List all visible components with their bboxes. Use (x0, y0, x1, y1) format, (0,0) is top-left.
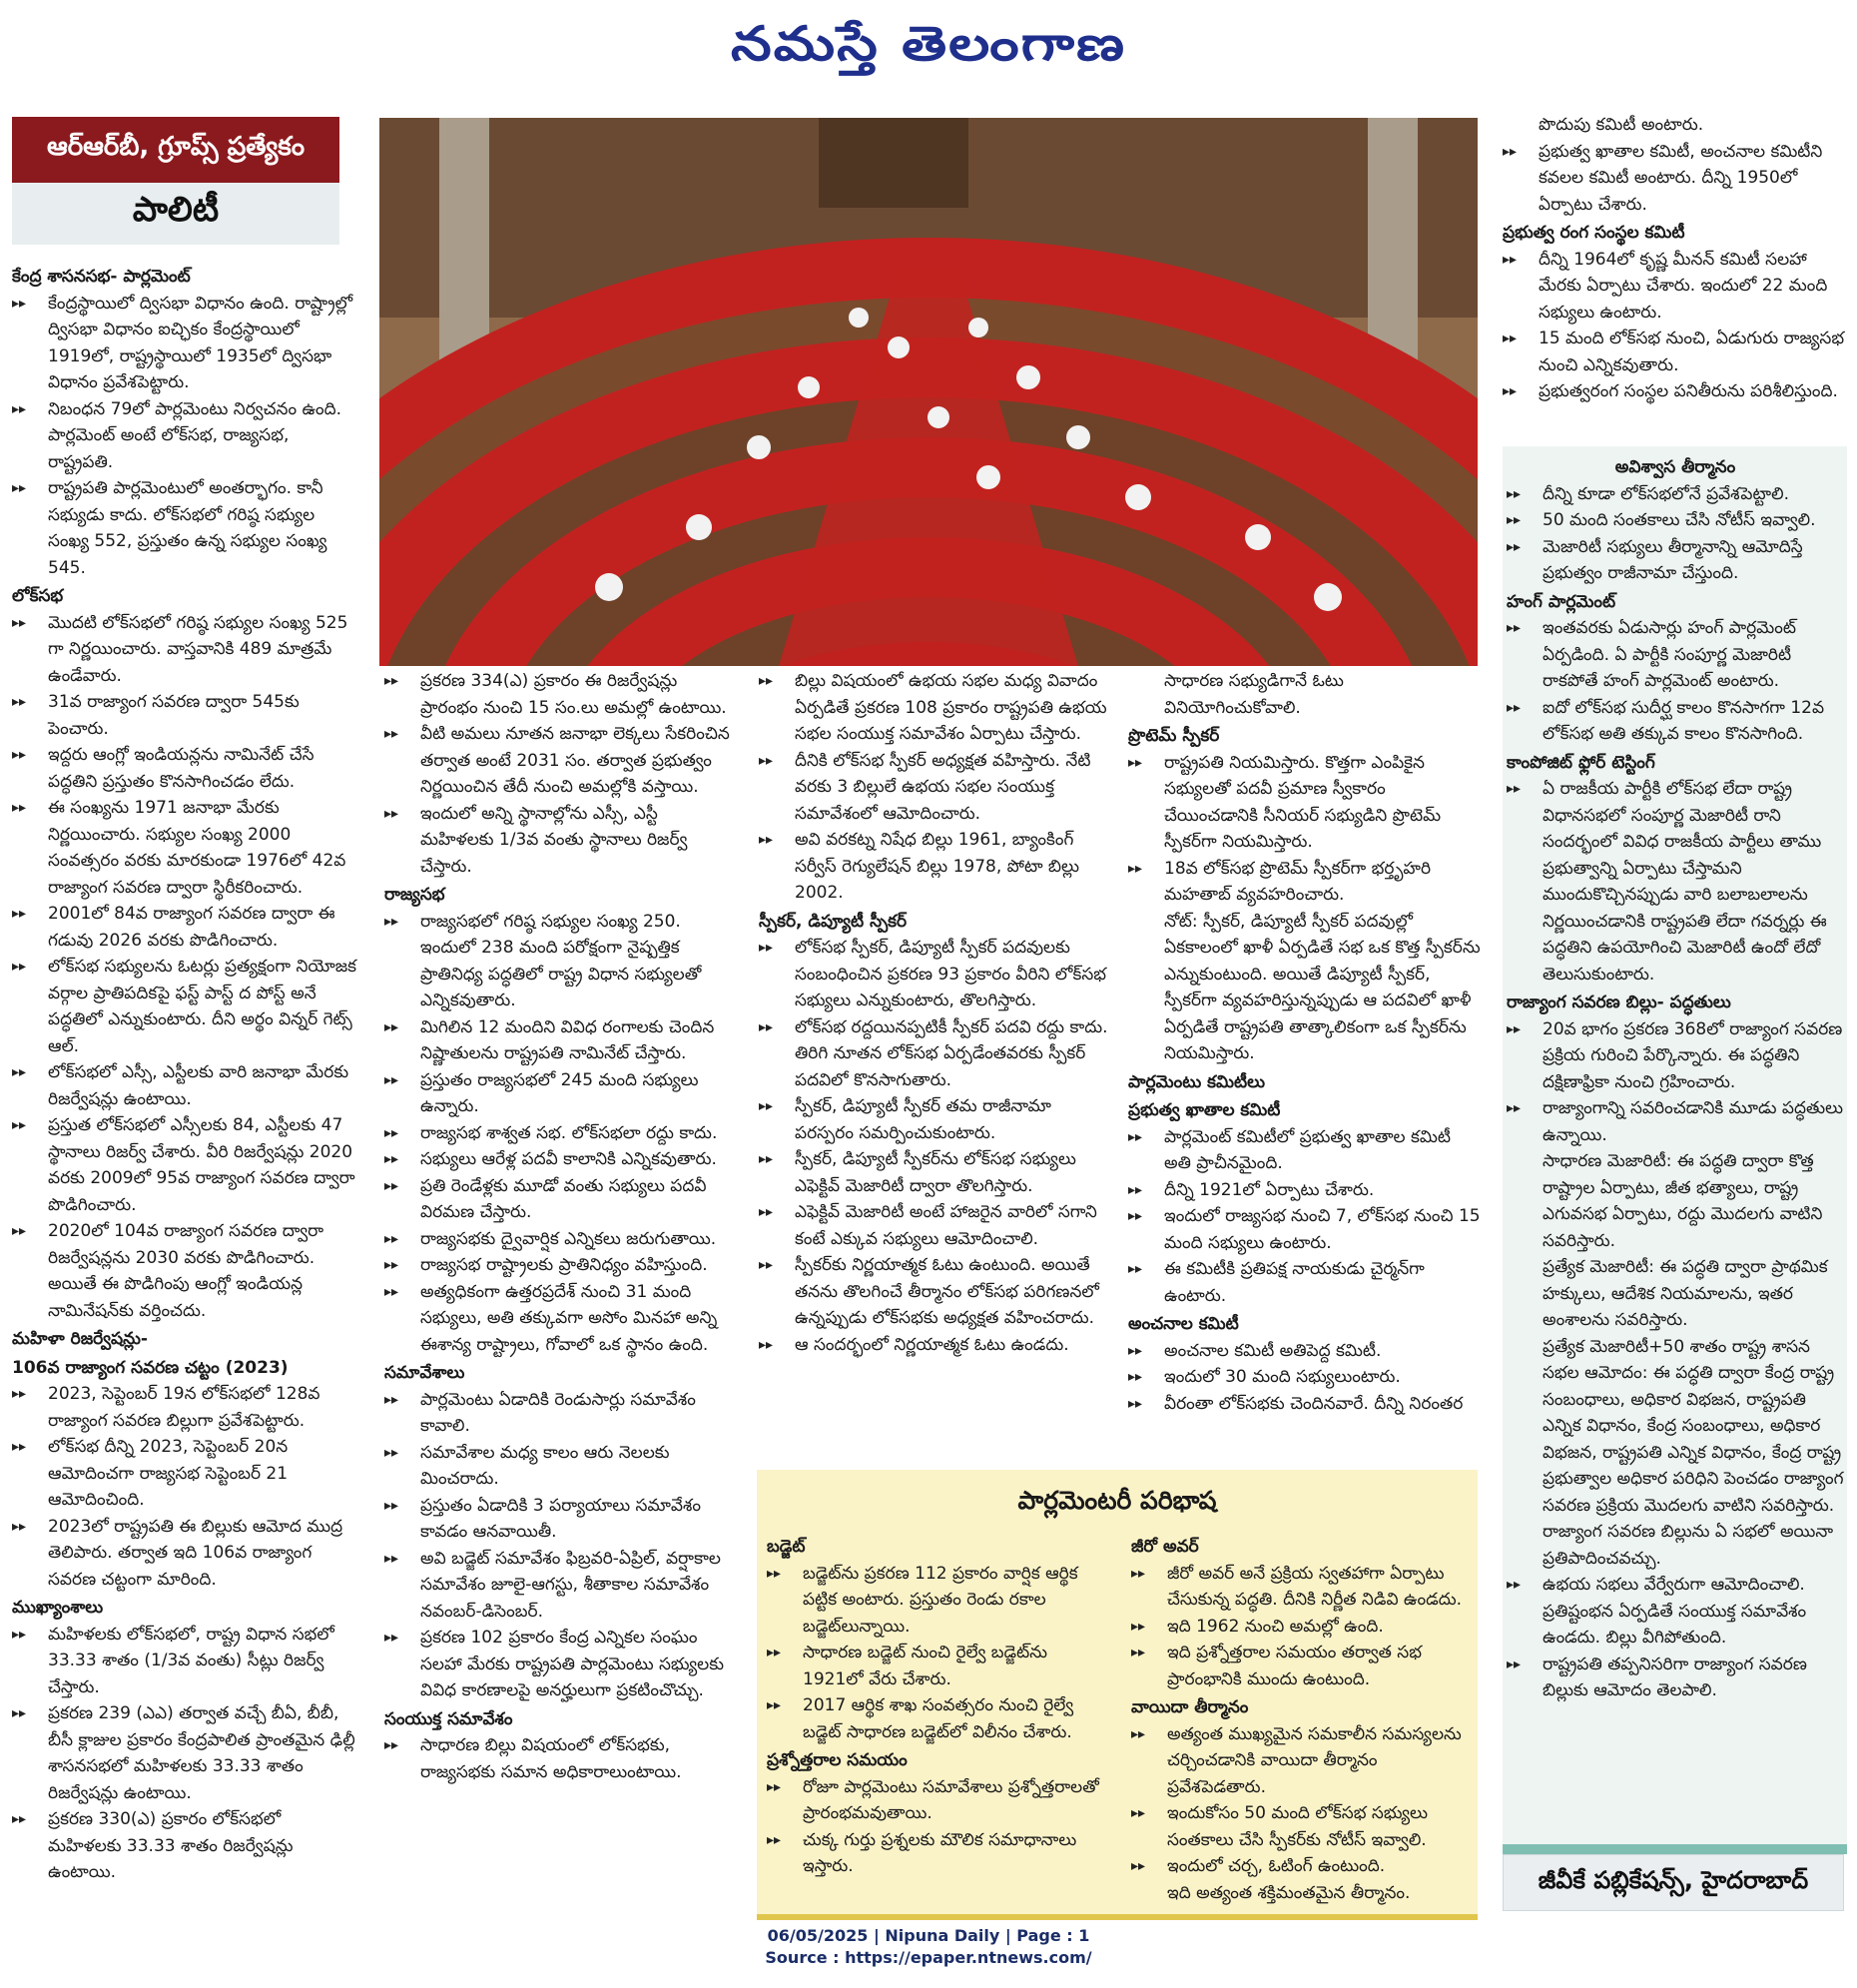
bullet-item: ▸▸ ప్రకరణ 334(ఎ) ప్రకారం ఈ రిజర్వేషన్లు ప్రారంభం నుంచి 15 సం.లు అమల్లో ఉంటాయి. (384, 668, 734, 721)
bullet-item: ▸▸ ఏ రాజకీయ పార్టీకి లోక్‌సభ లేదా రాష్ట్ర విధానసభలో సంపూర్ణ మెజారిటీ రాని సందర్భంలో వివిధ రాజకీయ పార్టీలు తాము ప్రభుత్వాన్ని ఏర్పాటు చేస్తామని ముందుకొచ్చినప్పుడు వారి బలాబలాలను నిర్ణయించడానికి రాష్ట్రపతి లేదా గవర్నర్లు ఈ పద్ధతిని ఉపయోగించి మెజారిటీ ఉందో లేదో తెలుసుకుంటారు. (1507, 776, 1844, 988)
bullet-item: ▸▸ నిబంధన 79లో పార్లమెంటు నిర్వచనం ఉంది. పార్లమెంట్ అంటే లోక్‌సభ, రాజ్యసభ, రాష్ట్రపతి. (12, 396, 357, 476)
bullet-item: ▸▸ ఇది 1962 నుంచి అమల్లో ఉంది. (1131, 1614, 1471, 1641)
bullet-item: ▸▸ లోక్‌సభ దీన్ని 2023, సెప్టెంబర్ 20న ఆమోదించగా రాజ్యసభ సెప్టెంబర్ 21 ఆమోదించింది. (12, 1434, 357, 1514)
bullet-item: ▸▸ అవి బడ్జెట్ సమావేశం ఫిబ్రవరి-ఏప్రిల్, వర్షాకాల సమావేశం జూలై-ఆగస్టు, శీతాకాల సమావేశం నవంబర్-డిసెంబర్. (384, 1546, 734, 1626)
column-3 (759, 668, 1108, 1358)
section-heading: వాయిదా తీర్మానం (1131, 1697, 1249, 1717)
section-heading: ప్రొటెమ్ స్పీకర్ (1128, 726, 1220, 746)
paragraph: ప్రత్యేక మెజారిటీ: ఈ పద్ధతి ద్వారా ప్రాథమిక హక్కులు, ఆదేశిక నియమాలను, ఇతర అంశాలను సవరిస్తారు. (1543, 1257, 1828, 1330)
glossary-left-column (767, 1532, 1111, 1880)
section-heading: బడ్జెట్ (767, 1537, 806, 1557)
bullet-item: ▸▸ ఇందులో అన్ని స్థానాల్లోను ఎస్సీ, ఎస్టీ మహిళలకు 1/3వ వంతు స్థానాలు రిజర్వ్ చేస్తారు. (384, 801, 734, 881)
paragraph: సాధారణ సభ్యుడిగానే ఓటు వినియోగించుకోవాలి. (1164, 671, 1344, 718)
bullet-item: ▸▸ 15 మంది లోక్‌సభ నుంచి, ఏడుగురు రాజ్యసభ నుంచి ఎన్నికవుతారు. (1503, 326, 1847, 378)
bullet-item: ▸▸ ఐదో లోక్‌సభ సుదీర్ఘ కాలం కొనసాగగా 12వ లోక్‌సభ అతి తక్కువ కాలం కొనసాగింది. (1507, 695, 1844, 748)
bullet-item: ▸▸ రాజ్యసభ శాశ్వత సభ. లోక్‌సభలా రద్దు కాదు. (384, 1120, 734, 1147)
bullet-item: ▸▸ దీన్ని 1964లో కృష్ణ మీనన్ కమిటీ సలహా మేరకు ఏర్పాటు చేశారు. ఇందులో 22 మంది సభ్యులు ఉంటారు. (1503, 247, 1847, 327)
bullet-item: ▸▸ అవి వరకట్న నిషేధ బిల్లు 1961, బ్యాంకింగ్ సర్వీస్ రెగ్యులేషన్ బిల్లు 1978, పోటా బిల్లు 2002. (759, 827, 1108, 907)
section-heading: ప్రభుత్వ ఖాతాల కమిటీ (1128, 1100, 1281, 1120)
bullet-item: ▸▸ లోక్‌సభ స్పీకర్, డిప్యూటీ స్పీకర్ పదవులకు సంబంధించిన ప్రకరణ 93 ప్రకారం వీరిని లోక్‌సభ సభ్యులు ఎన్నుకుంటారు, తొలగిస్తారు. (759, 935, 1108, 1014)
paragraph: సాధారణ మెజారిటీ: ఈ పద్ధతి ద్వారా కొత్త రాష్ట్రాల ఏర్పాటు, జీత భత్యాలు, రాష్ట్ర ఎగువసభ ఏర్పాటు, రద్దు మొదలగు వాటిని సవరిస్తారు. (1543, 1151, 1823, 1251)
glossary-box (757, 1470, 1478, 1920)
section-heading: అవిశ్వాస తీర్మానం (1614, 457, 1736, 477)
footer-date-line: 06/05/2025 | Nipuna Daily | Page : 1 (767, 1926, 1090, 1945)
section-banner: ఆర్ఆర్‌బీ, గ్రూప్స్ ప్రత్యేకం (12, 117, 339, 183)
bullet-item: ▸▸ సాధారణ బడ్జెట్ నుంచి రైల్వే బడ్జెట్‌ను 1921లో వేరు చేశారు. (767, 1640, 1111, 1692)
page-footer (0, 1925, 1857, 1969)
bullet-item: ▸▸ ఇందులో రాజ్యసభ నుంచి 7, లోక్‌సభ నుంచి 15 మంది సభ్యులు ఉంటారు. (1128, 1203, 1483, 1256)
section-heading: కాంపోజిట్ ఫ్లోర్ టెస్టింగ్ (1507, 752, 1655, 773)
bullet-item: ▸▸ స్పీకర్, డిప్యూటీ స్పీకర్ తమ రాజీనామా పరస్పరం సమర్పించుకుంటారు. (759, 1093, 1108, 1146)
bullet-item: ▸▸ 2023లో రాష్ట్రపతి ఈ బిల్లుకు ఆమోద ముద్ర తెలిపారు. తర్వాత ఇది 106వ రాజ్యాంగ సవరణ చట్టంగా మారింది. (12, 1514, 357, 1594)
bullet-item: ▸▸ అత్యంత ముఖ్యమైన సమకాలీన సమస్యలను చర్చించడానికి వాయిదా తీర్మానం ప్రవేశపెడతారు. (1131, 1721, 1471, 1801)
bullet-item: ▸▸ రాష్ట్రపతి నియమిస్తారు. కొత్తగా ఎంపికైన సభ్యులతో పదవీ ప్రమాణ స్వీకారం చేయించడానికి సీనియర్ సభ్యుడిని ప్రొటెమ్ స్పీకర్‌గా నియమిస్తారు. (1128, 750, 1483, 856)
bullet-item: ▸▸ ప్రతి రెండేళ్లకు మూడో వంతు సభ్యులు పదవీ విరమణ చేస్తారు. (384, 1173, 734, 1226)
bullet-item: ▸▸ ప్రభుత్వరంగ సంస్థల పనితీరును పరిశీలిస్తుంది. (1503, 378, 1847, 405)
bullet-item: ▸▸ పార్లమెంటు ఏడాదికి రెండుసార్లు సమావేశం కావాలి. (384, 1387, 734, 1440)
bullet-item: ▸▸ 50 మంది సంతకాలు చేసి నోటీస్ ఇవ్వాలి. (1507, 507, 1844, 534)
parliament-photo (379, 118, 1478, 666)
column-2 (384, 668, 734, 1785)
section-heading: అంచనాల కమిటీ (1128, 1314, 1239, 1334)
section-heading: రాజ్యసభ (384, 885, 445, 905)
bullet-item: ▸▸ ఇంతవరకు ఏడుసార్లు హంగ్ పార్లమెంట్ ఏర్పడింది. ఏ పార్టీకి సంపూర్ణ మెజారిటీ రాకపోతే హంగ్ పార్లమెంట్ అంటారు. (1507, 615, 1844, 695)
glossary-right-column (1131, 1532, 1471, 1906)
glossary-title: పార్లమెంటరీ పరిభాష (1017, 1486, 1217, 1515)
bullet-item: ▸▸ రాష్ట్రపతి తప్పనిసరిగా రాజ్యాంగ సవరణ బిల్లుకు ఆమోదం తెలపాలి. (1507, 1652, 1844, 1704)
bullet-item: ▸▸ జీరో అవర్ అనే ప్రక్రియ స్వతహాగా ఏర్పాటు చేసుకున్న పద్ధతి. దీనికి నిర్ణీత నిడివి ఉండదు. (1131, 1561, 1471, 1614)
section-heading: హంగ్ పార్లమెంట్ (1507, 591, 1616, 612)
bullet-item: ▸▸ ఇందులో చర్చ, ఓటింగ్ ఉంటుంది. (1131, 1853, 1471, 1880)
bullet-item: ▸▸ మహిళలకు లోక్‌సభలో, రాష్ట్ర విధాన సభలో 33.33 శాతం (1/3వ వంతు) సీట్లు రిజర్వ్ చేస్తారు. (12, 1622, 357, 1701)
bullet-item: ▸▸ ఇందులో 30 మంది సభ్యులుంటారు. (1128, 1364, 1483, 1391)
section-heading: కేంద్ర శాసనసభ- పార్లమెంట్ (12, 267, 191, 287)
bullet-item: ▸▸ ఇది ప్రశ్నోత్తరాల సమయం తర్వాత సభ ప్రారంభానికి ముందు ఉంటుంది. (1131, 1640, 1471, 1692)
section-heading: ప్రభుత్వ రంగ సంస్థల కమిటీ (1503, 223, 1685, 243)
bullet-item: ▸▸ ఈ కమిటీకి ప్రతిపక్ష నాయకుడు చైర్మన్‌గా ఉంటారు. (1128, 1256, 1483, 1309)
column-4 (1128, 668, 1483, 1417)
sidebar-content (1507, 452, 1844, 1704)
masthead (0, 0, 1857, 80)
bullet-item: ▸▸ ఈ సంఖ్యను 1971 జనాభా మేరకు నిర్ణయించారు. సభ్యుల సంఖ్య 2000 సంవత్సరం వరకు మారకుండా 1976లో 42వ రాజ్యాంగ సవరణ ద్వారా స్థిరీకరించారు. (12, 795, 357, 901)
publisher-credit: జీవీకే పబ్లికేషన్స్, హైదరాబాద్ (1503, 1854, 1844, 1911)
section-heading: లోక్‌సభ (12, 586, 64, 606)
bullet-item: ▸▸ ప్రస్తుత లోక్‌సభలో ఎస్సీలకు 84, ఎస్టీలకు 47 స్థానాలు రిజర్వ్ చేశారు. వీరి రిజర్వేషన్లు 2020 వరకు 2009లో 95వ రాజ్యాంగ సవరణ ద్వారా పొడిగించారు. (12, 1112, 357, 1218)
bullet-item: ▸▸ మిగిలిన 12 మందిని వివిధ రంగాలకు చెందిన నిష్ణాతులను రాష్ట్రపతి నామినేట్ చేస్తారు. (384, 1014, 734, 1067)
section-heading: 106వ రాజ్యాంగ సవరణ చట్టం (2023) (12, 1357, 289, 1378)
bullet-item: ▸▸ 2023, సెప్టెంబర్ 19న లోక్‌సభలో 128వ రాజ్యాంగ సవరణ బిల్లుగా ప్రవేశపెట్టారు. (12, 1381, 357, 1434)
footer-source-line: Source : https://epaper.ntnews.com/ (765, 1948, 1092, 1967)
bullet-item: ▸▸ ప్రకరణ 102 ప్రకారం కేంద్ర ఎన్నికల సంఘం సలహా మేరకు రాష్ట్రపతి పార్లమెంటు సభ్యులకు వివిధ కారణాలపై అనర్హులుగా ప్రకటించొచ్చు. (384, 1625, 734, 1704)
paragraph: ప్రత్యేక మెజారిటీ+50 శాతం రాష్ట్ర శాసన సభల ఆమోదం: ఈ పద్ధతి ద్వారా కేంద్ర రాష్ట్ర సంబంధాలు, అధికార విభజన, రాష్ట్రపతి ఎన్నిక విధానం, కేంద్ర సంబంధాలు, అధికార విభజన, రాష్ట్రపతి ఎన్నిక విధానం, కేంద్ర రాష్ట్ర ప్రభుత్వాల అధికార పరిధిని పెంచడం రాజ్యాంగ సవరణ ప్రక్రియ మొదలగు వాటిని సవరిస్తారు. రాజ్యాంగ సవరణ బిల్లును ఏ సభలో అయినా ప్రతిపాదించవచ్చు. (1543, 1336, 1844, 1569)
bullet-item: ▸▸ స్పీకర్‌కు నిర్ణయాత్మక ఓటు ఉంటుంది. అయితే తనను తొలగించే తీర్మానం లోక్‌సభ పరిగణనలో ఉన్నప్పుడు లోక్‌సభకు అధ్యక్షత వహించరాదు. (759, 1252, 1108, 1332)
bullet-item: ▸▸ వీటి అమలు నూతన జనాభా లెక్కలు సేకరించిన తర్వాత అంటే 2031 సం. తర్వాత ప్రభుత్వం నిర్ణయించిన తేదీ నుంచి అమల్లోకి వస్తాయి. (384, 721, 734, 801)
bullet-item: ▸▸ బడ్జెట్‌ను ప్రకరణ 112 ప్రకారం వార్షిక ఆర్థిక పట్టిక అంటారు. ప్రస్తుతం రెండు రకాల బడ్జెట్‌లున్నాయి. (767, 1561, 1111, 1641)
bullet-item: ▸▸ మొదటి లోక్‌సభలో గరిష్ఠ సభ్యుల సంఖ్య 525 గా నిర్ణయించారు. వాస్తవానికి 489 మాత్రమే ఉండేవారు. (12, 610, 357, 690)
bullet-item: ▸▸ దీనికి లోక్‌సభ స్పీకర్ అధ్యక్షత వహిస్తారు. నేటి వరకు 3 బిల్లులే ఉభయ సభల సంయుక్త సమావేశంలో ఆమోదించారు. (759, 748, 1108, 828)
bullet-item: ▸▸ దీన్ని 1921లో ఏర్పాటు చేశారు. (1128, 1177, 1483, 1204)
bullet-item: ▸▸ రాష్ట్రపతి పార్లమెంటులో అంతర్భాగం. కానీ సభ్యుడు కాదు. లోక్‌సభలో గరిష్ఠ సభ్యుల సంఖ్య 552, ప్రస్తుతం ఉన్న సభ్యుల సంఖ్య 545. (12, 475, 357, 581)
section-heading: రాజ్యాంగ సవరణ బిల్లు- పద్ధతులు (1507, 993, 1731, 1012)
bullet-item: ▸▸ వీరంతా లోక్‌సభకు చెందినవారే. దీన్ని నిరంతర (1128, 1391, 1483, 1418)
bullet-item: ▸▸ ఎఫెక్టివ్ మెజారిటీ అంటే హాజరైన వారిలో సగాని కంటే ఎక్కువ సభ్యులు ఆమోదించాలి. (759, 1199, 1108, 1252)
bullet-item: ▸▸ రాజ్యసభలో గరిష్ఠ సభ్యుల సంఖ్య 250. ఇందులో 238 మంది పరోక్షంగా నైష్పత్తిక ప్రాతినిధ్య పద్ధతిలో రాష్ట్ర విధాన సభ్యులతో ఎన్నికవుతారు. (384, 909, 734, 1014)
section-heading: సంయుక్త సమావేశం (384, 1708, 513, 1729)
bullet-item: ▸▸ లోక్‌సభ రద్దయినప్పటికీ స్పీకర్ పదవి రద్దు కాదు. తిరిగి నూతన లోక్‌సభ ఏర్పడేంతవరకు స్పీకర్ పదవిలో కొనసాగుతారు. (759, 1014, 1108, 1094)
bullet-item: ▸▸ ఇందుకోసం 50 మంది లోక్‌సభ సభ్యులు సంతకాలు చేసి స్పీకర్‌కు నోటీస్ ఇవ్వాలి. (1131, 1800, 1471, 1853)
paragraph: నోట్: స్పీకర్, డిప్యూటీ స్పీకర్ పదవుల్లో ఏకకాలంలో ఖాళీ ఏర్పడితే సభ ఒక కొత్త స్పీకర్‌ను ఎన్నుకుంటుంది. అయితే డిప్యూటీ స్పీకర్, స్పీకర్‌గా వ్యవహరిస్తున్నప్పుడు ఆ పదవిలో ఖాళీ ఏర్పడితే రాష్ట్రపతి తాత్కాలికంగా ఒక స్పీకర్‌ను నియమిస్తారు. (1164, 911, 1481, 1063)
bullet-item: ▸▸ రాజ్యసభకు ద్వైవార్షిక ఎన్నికలు జరుగుతాయి. (384, 1226, 734, 1253)
bullet-item: ▸▸ పార్లమెంట్ కమిటీలో ప్రభుత్వ ఖాతాల కమిటీ అతి ప్రాచీనమైంది. (1128, 1124, 1483, 1177)
bullet-item: ▸▸ ఆ సందర్భంలో నిర్ణయాత్మక ఓటు ఉండదు. (759, 1332, 1108, 1359)
bullet-item: ▸▸ 2017 ఆర్థిక శాఖ సంవత్సరం నుంచి రైల్వే బడ్జెట్ సాధారణ బడ్జెట్‌లో విలీనం చేశారు. (767, 1692, 1111, 1745)
bullet-item: ▸▸ లోక్‌సభలో ఎస్సీ, ఎస్టీలకు వారి జనాభా మేరకు రిజర్వేషన్లు ఉంటాయి. (12, 1059, 357, 1112)
bullet-item: ▸▸ చుక్క గుర్తు ప్రశ్నలకు మౌలిక సమాధానాలు ఇస్తారు. (767, 1827, 1111, 1880)
bullet-item: ▸▸ ప్రస్తుతం ఏడాదికి 3 పర్యాయాలు సమావేశం కావడం ఆనవాయితీ. (384, 1493, 734, 1546)
parliament-chamber-image (379, 118, 1478, 666)
bullet-item: ▸▸ లోక్‌సభ సభ్యులను ఓటర్లు ప్రత్యక్షంగా నియోజక వర్గాల ప్రాతిపదికపై ఫస్ట్ పాస్ట్ ద పోస్ట్ అనే పద్ధతిలో ఎన్నుకుంటారు. దీని అర్థం విన్నర్ గెట్స్ ఆల్. (12, 954, 357, 1059)
bullet-item: ▸▸ దీన్ని కూడా లోక్‌సభలోనే ప్రవేశపెట్టాలి. (1507, 481, 1844, 508)
bullet-item: ▸▸ బిల్లు విషయంలో ఉభయ సభల మధ్య వివాదం ఏర్పడితే ప్రకరణ 108 ప్రకారం రాష్ట్రపతి ఉభయ సభల సంయుక్త సమావేశం ఏర్పాటు చేస్తారు. (759, 668, 1108, 748)
section-heading: ప్రశ్నోత్తరాల సమయం (767, 1750, 908, 1770)
section-heading: మహిళా రిజర్వేషన్లు- (12, 1329, 148, 1349)
bullet-item: ▸▸ 31వ రాజ్యాంగ సవరణ ద్వారా 545కు పెంచారు. (12, 689, 357, 742)
paragraph: ఇది అత్యంత శక్తిమంతమైన తీర్మానం. (1167, 1882, 1411, 1903)
bullet-item: ▸▸ ప్రస్తుతం రాజ్యసభలో 245 మంది సభ్యులు ఉన్నారు. (384, 1067, 734, 1120)
bullet-item: ▸▸ రాజ్యసభ రాష్ట్రాలకు ప్రాతినిధ్యం వహిస్తుంది. (384, 1252, 734, 1279)
bullet-item: ▸▸ 2020లో 104వ రాజ్యాంగ సవరణ ద్వారా రిజర్వేషన్లను 2030 వరకు పొడిగించారు. అయితే ఈ పొడిగింపు ఆంగ్లో ఇండియన్ల నామినేషన్‌కు వర్తించదు. (12, 1218, 357, 1324)
section-heading: పార్లమెంటు కమిటీలు (1128, 1071, 1266, 1092)
newspaper-title: నమస్తే తెలంగాణ (731, 15, 1126, 72)
sidebar-box (1503, 446, 1847, 1854)
paragraph: పొదుపు కమిటీ అంటారు. (1539, 115, 1704, 135)
bullet-item: ▸▸ రోజూ పార్లమెంటు సమావేశాలు ప్రశ్నోత్తరాలతో ప్రారంభమవుతాయి. (767, 1774, 1111, 1827)
bullet-item: ▸▸ అత్యధికంగా ఉత్తరప్రదేశ్ నుంచి 31 మంది సభ్యులు, అతి తక్కువగా అసోం మినహా అన్ని ఈశాన్య రాష్ట్రాలు, గోవాలో ఒక స్థానం ఉంది. (384, 1279, 734, 1359)
bullet-item: ▸▸ సభ్యులు ఆరేళ్ల పదవీ కాలానికి ఎన్నికవుతారు. (384, 1146, 734, 1173)
section-heading: ముఖ్యాంశాలు (12, 1598, 104, 1618)
bullet-item: ▸▸ 18వ లోక్‌సభ ప్రొటెమ్ స్పీకర్‌గా భర్తృహరి మహతాబ్ వ్యవహరించారు. (1128, 856, 1483, 909)
bullet-item: ▸▸ ప్రభుత్వ ఖాతాల కమిటీ, అంచనాల కమిటీని కవలల కమిటీ అంటారు. దీన్ని 1950లో ఏర్పాటు చేశారు. (1503, 139, 1847, 219)
bullet-item: ▸▸ స్పీకర్, డిప్యూటీ స్పీకర్‌ను లోక్‌సభ సభ్యులు ఎఫెక్టివ్ మెజారిటీ ద్వారా తొలగిస్తారు. (759, 1146, 1108, 1199)
section-heading: జీరో అవర్ (1131, 1537, 1199, 1557)
bullet-item: ▸▸ ఇద్దరు ఆంగ్లో ఇండియన్లను నామినేట్ చేసే పద్ధతిని ప్రస్తుతం కొనసాగించడం లేదు. (12, 742, 357, 795)
bullet-item: ▸▸ ఉభయ సభలు వేర్వేరుగా ఆమోదించాలి. ప్రతిష్టంభన ఏర్పడితే సంయుక్త సమావేశం ఉండదు. బిల్లు వీగిపోతుంది. (1507, 1572, 1844, 1652)
bullet-item: ▸▸ ప్రకరణ 239 (ఎఎ) తర్వాత వచ్చే బీఏ, బీబీ, బీసీ క్లాజుల ప్రకారం కేంద్రపాలిత ప్రాంతమైన ఢిల్లీ శాసనసభలో మహిళలకు 33.33 శాతం రిజర్వేషన్లు ఉంటాయి. (12, 1700, 357, 1806)
column-5-top (1503, 112, 1847, 405)
subject-banner: పాలిటీ (12, 183, 339, 245)
bullet-item: ▸▸ రాజ్యాంగాన్ని సవరించడానికి మూడు పద్ధతులు ఉన్నాయి. (1507, 1095, 1844, 1148)
bullet-item: ▸▸ సాధారణ బిల్లు విషయంలో లోక్‌సభకు, రాజ్యసభకు సమాన అధికారాలుంటాయి. (384, 1732, 734, 1785)
bullet-item: ▸▸ 2001లో 84వ రాజ్యాంగ సవరణ ద్వారా ఈ గడువు 2026 వరకు పొడిగించారు. (12, 901, 357, 954)
bullet-item: ▸▸ 20వ భాగం ప్రకరణ 368లో రాజ్యాంగ సవరణ ప్రక్రియ గురించి పేర్కొన్నారు. ఈ పద్ధతిని దక్షిణాఫ్రికా నుంచి గ్రహించారు. (1507, 1016, 1844, 1096)
section-heading: సమావేశాలు (384, 1363, 465, 1383)
bullet-item: ▸▸ ప్రకరణ 330(ఎ) ప్రకారం లోక్‌సభలో మహిళలకు 33.33 శాతం రిజర్వేషన్లు ఉంటాయి. (12, 1806, 357, 1886)
bullet-item: ▸▸ కేంద్రస్థాయిలో ద్విసభా విధానం ఉంది. రాష్ట్రాల్లో ద్విసభా విధానం ఐచ్ఛికం కేంద్రస్థాయిలో 1919లో, రాష్ట్రస్థాయిలో 1935లో ద్విసభా విధానం ప్రవేశపెట్టారు. (12, 291, 357, 396)
bullet-item: ▸▸ మెజారిటీ సభ్యులు తీర్మానాన్ని ఆమోదిస్తే ప్రభుత్వం రాజీనామా చేస్తుంది. (1507, 534, 1844, 587)
column-1 (12, 262, 357, 1886)
bullet-item: ▸▸ అంచనాల కమిటీ అతిపెద్ద కమిటీ. (1128, 1338, 1483, 1365)
bullet-item: ▸▸ సమావేశాల మధ్య కాలం ఆరు నెలలకు మించరాదు. (384, 1440, 734, 1493)
section-heading: స్పీకర్, డిప్యూటీ స్పీకర్ (759, 911, 908, 932)
